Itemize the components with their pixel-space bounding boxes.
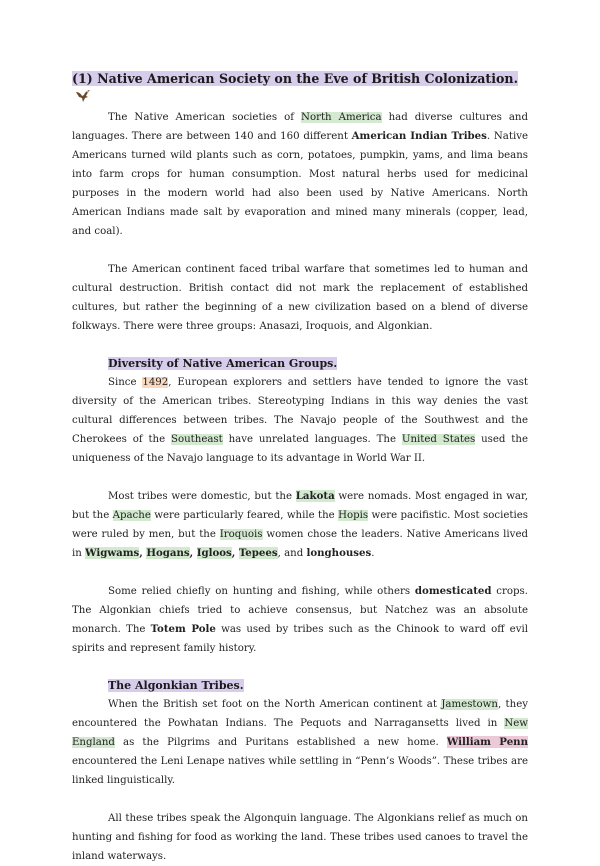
text-run: . Native Americans turned wild plants such as corn, potatoes, pumpkin, yams, and lima beans into farm crops for human consumption. Most natural herbs used for medicinal purposes in the modern world had also been used by Native Americans. North American Indians made salt by evaporation and mined many minerals (copper, lead, and coal). — [72, 131, 528, 237]
bold-domesticated: domesticated — [414, 585, 492, 597]
highlight-united-states: United States — [401, 434, 476, 445]
highlight-new-england: New England — [72, 718, 528, 748]
highlight-southeast: Southeast — [170, 434, 223, 445]
text-run: Since — [108, 377, 143, 388]
highlight-hogans: Hogans — [146, 547, 190, 559]
text-run: were pacifistic. Most societies were ruled by men, but the — [72, 510, 528, 540]
text-run: used the uniqueness of the Navajo language to its advantage in World War II. — [72, 434, 528, 464]
algonkian-paragraph-2: All these tribes speak the Algonquin language. The Algonkians relief as much on hunting and fishing for food as working the land. These tribes used canoes to travel the inland waterways. — [72, 813, 528, 862]
eagle-icon — [75, 89, 91, 103]
text-run: women chose the leaders. Native Americans lived in — [72, 529, 528, 559]
text-run: have unrelated languages. The — [222, 434, 402, 445]
highlight-1492: 1492 — [142, 377, 169, 388]
text-run: , — [139, 547, 147, 559]
text-run: Most tribes were domestic, but the — [108, 491, 296, 502]
text-run: as the Pilgrims and Puritans established a new home. — [114, 737, 447, 748]
section-heading-diversity — [72, 355, 528, 373]
text-run: had diverse cultures and languages. There are between 140 and 160 different — [72, 112, 529, 142]
section-heading-diversity-text: Diversity of Native American Groups. — [108, 357, 338, 370]
highlight-jamestown: Jamestown — [441, 699, 498, 710]
section-heading-algonkian — [72, 677, 528, 695]
text-run: encountered the Leni Lenape natives while settling in “Penn’s Woods”. These tribes are linked linguistically. — [72, 756, 528, 786]
page-title-text: (1) Native American Society on the Eve of British Colonization. — [72, 71, 518, 86]
text-run: When the British set foot on the North American continent at — [108, 699, 442, 710]
page-title — [72, 70, 528, 106]
algonkian-paragraph-1 — [72, 695, 528, 790]
text-run: was used by tribes such as the Chinook to ward off evil spirits and represent family history. — [72, 624, 528, 654]
text-run: were particularly feared, while the — [150, 510, 339, 521]
section-heading-algonkian-text: The Algonkian Tribes. — [108, 679, 244, 692]
text-run: . — [371, 548, 375, 559]
highlight-hopis: Hopis — [338, 510, 369, 521]
text-run: Some relied chiefly on hunting and fishing, while others — [108, 586, 415, 597]
intro-paragraph-2: The American continent faced tribal warfare that sometimes led to human and cultural destruction. British contact did not mark the replacement of established cultures, but rather the beginning of a new civilization based on a blend of diverse folkways. There were three groups: Anasazi, Iroquois, and Algonkian. — [72, 264, 528, 332]
highlight-lakota: Lakota — [295, 490, 335, 502]
highlight-north-america: North America — [301, 112, 382, 123]
intro-paragraph-1 — [72, 108, 528, 241]
highlight-william-penn: William Penn — [446, 736, 528, 748]
text-run: , — [189, 547, 197, 559]
diversity-paragraph-1 — [72, 373, 528, 468]
text-run: , — [231, 547, 239, 559]
text-run: crops. The Algonkian chiefs tried to achieve consensus, but Natchez was an absolute monarch. The — [72, 586, 529, 635]
diversity-paragraph-3 — [72, 582, 528, 658]
highlight-igloos: Igloos — [196, 547, 232, 559]
bold-longhouses: longhouses — [306, 547, 372, 559]
highlight-iroquois: Iroquois — [219, 529, 263, 540]
highlight-apache: Apache — [112, 510, 151, 521]
text-run: The Native American societies of — [108, 112, 302, 123]
text-run: were nomads. Most engaged in war, but the — [72, 491, 528, 521]
document-page — [72, 70, 528, 866]
text-run: , and — [277, 548, 307, 559]
bold-american-indian-tribes: American Indian Tribes — [351, 130, 487, 142]
bold-totem-pole: Totem Pole — [150, 623, 216, 635]
highlight-wigwams: Wigwams — [85, 547, 140, 559]
text-run: , they encountered the Powhatan Indians. The Pequots and Narragansetts lived in — [72, 699, 528, 729]
diversity-paragraph-2 — [72, 487, 528, 563]
highlight-tepees: Tepees — [238, 547, 278, 559]
text-run: , European explorers and settlers have tended to ignore the vast diversity of the American tribes. Stereotyping Indians in this way denies the vast cultural differences between tribes. The Navajo people of the Southwest and the Cherokees of the — [72, 377, 528, 445]
